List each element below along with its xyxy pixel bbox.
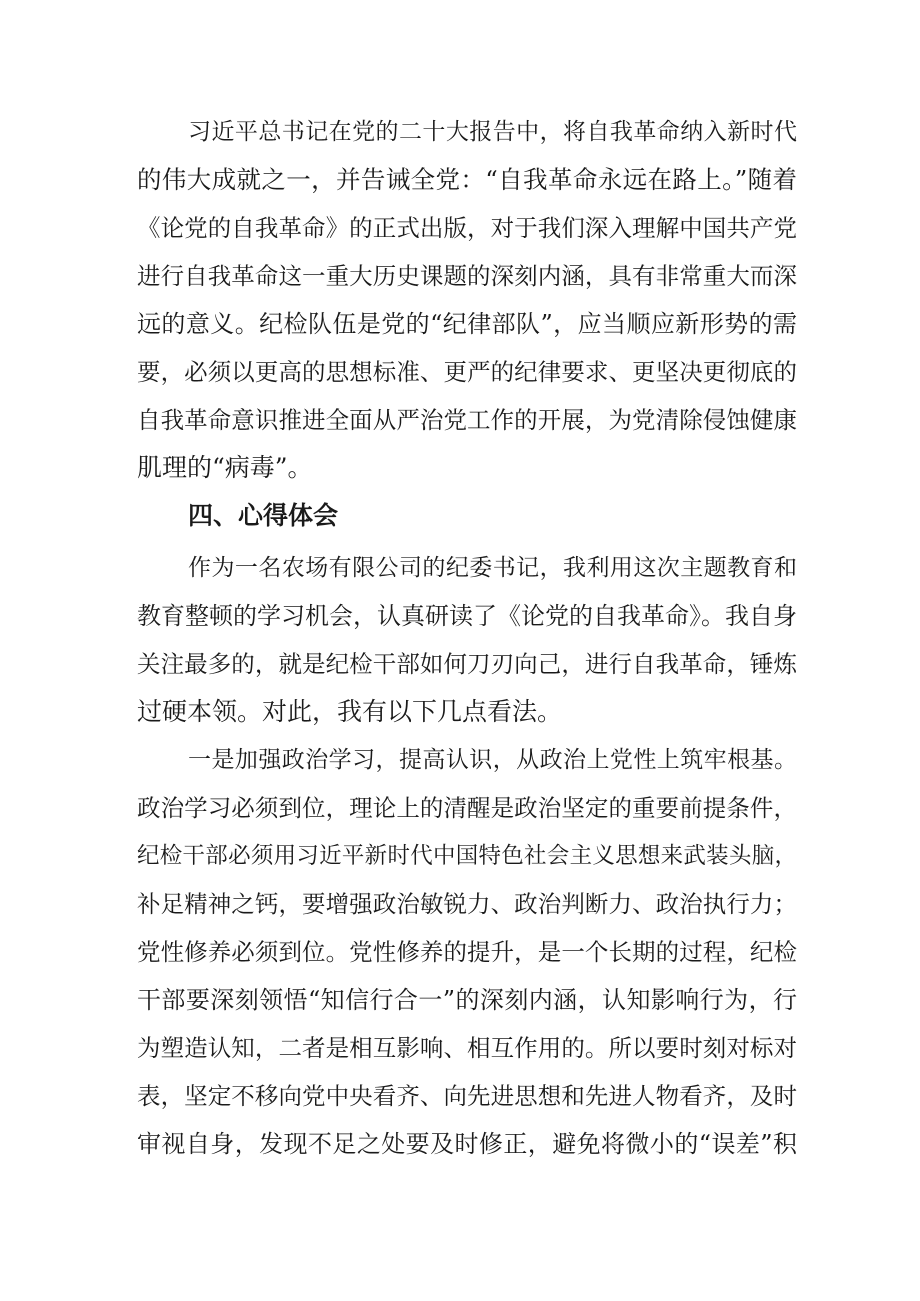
- paragraph-2-line: 教育整顿的学习机会，认真研读了《论党的自我革命》。我自身: [137, 602, 797, 630]
- paragraph-1-line: 要，必须以更高的思想标准、更严的纪律要求、更坚决更彻底的: [137, 358, 797, 386]
- paragraph-1-line: 肌理的“病毒”。: [137, 453, 313, 482]
- paragraph-3-line: 表，坚定不移向党中央看齐、向先进思想和先进人物看齐，及时: [137, 1082, 797, 1110]
- paragraph-3-line: 一是加强政治学习，提高认识，从政治上党性上筑牢根基。: [188, 747, 797, 773]
- paragraph-3-line: 干部要深刻领悟“知信行合一”的深刻内涵，认知影响行为，行: [137, 986, 797, 1014]
- section-heading: 四、心得体会: [188, 501, 339, 530]
- paragraph-3-line: 纪检干部必须用习近平新时代中国特色社会主义思想来武装头脑，: [137, 843, 797, 869]
- paragraph-3-line: 为塑造认知，二者是相互影响、相互作用的。所以要时刻对标对: [137, 1034, 797, 1062]
- paragraph-3-line: 补足精神之钙，要增强政治敏锐力、政治判断力、政治执行力；: [137, 890, 797, 918]
- paragraph-3-line: 审视自身，发现不足之处要及时修正，避免将微小的“误差”积: [137, 1130, 797, 1158]
- paragraph-1-line: 习近平总书记在党的二十大报告中，将自我革命纳入新时代: [188, 119, 797, 145]
- paragraph-1-line: 《论党的自我革命》的正式出版，对于我们深入理解中国共产党: [137, 214, 797, 242]
- paragraph-1-line: 自我革命意识推进全面从严治党工作的开展，为党清除侵蚀健康: [137, 406, 797, 434]
- paragraph-3-line: 党性修养必须到位。党性修养的提升，是一个长期的过程，纪检: [137, 938, 797, 966]
- paragraph-2-line: 过硬本领。对此，我有以下几点看法。: [137, 697, 563, 726]
- paragraph-1-line: 远的意义。纪检队伍是党的“纪律部队”，应当顺应新形势的需: [137, 310, 797, 338]
- paragraph-3-line: 政治学习必须到位，理论上的清醒是政治坚定的重要前提条件，: [137, 794, 797, 822]
- paragraph-1-line: 的伟大成就之一，并告诫全党：“自我革命永远在路上。”随着: [137, 165, 797, 194]
- paragraph-2-line: 作为一名农场有限公司的纪委书记，我利用这次主题教育和: [188, 555, 797, 581]
- paragraph-1-line: 进行自我革命这一重大历史课题的深刻内涵，具有非常重大而深: [137, 262, 797, 290]
- paragraph-2-line: 关注最多的，就是纪检干部如何刀刃向己，进行自我革命，锤炼: [137, 650, 797, 678]
